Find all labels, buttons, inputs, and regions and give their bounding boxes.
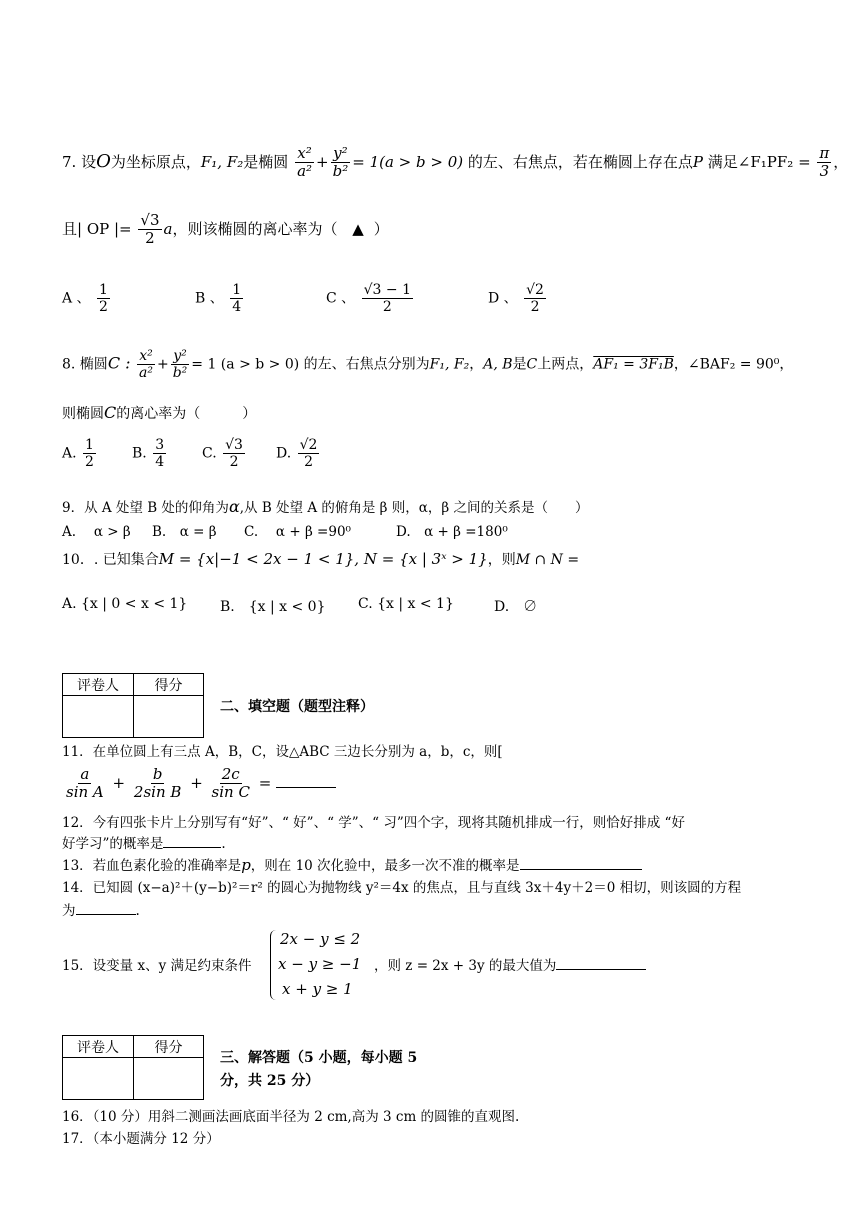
q7-a: a (163, 219, 173, 238)
q11-answer-blank[interactable] (276, 787, 336, 788)
q8-xs: x² (139, 348, 153, 364)
q7-frac-y (331, 145, 351, 181)
q15-text2 (374, 958, 646, 974)
q10-text2: ，则 (487, 552, 516, 568)
q8-l2: 则椭圆 (62, 406, 104, 422)
q7-option-b (195, 282, 245, 315)
q8-opt-b-label: B. (132, 445, 147, 462)
q12-l2: 好学习”的概率是 (62, 836, 164, 852)
q7-t1: 为坐标原点， (110, 152, 201, 171)
q8-opt-a-frac (83, 437, 96, 470)
q11-frac-b (132, 766, 184, 802)
q7-opt-c-label: C 、 (326, 290, 356, 307)
q7-as: a² (297, 162, 313, 181)
q16-line: 16．（10 分）用斜二测画法画底面半径为 2 cm,高为 3 cm 的圆锥的直观图. (62, 1109, 520, 1125)
q8-t1: 的左、右焦点分别为 (303, 356, 430, 373)
q8-bs: b² (172, 365, 188, 382)
grader-cell[interactable] (63, 696, 134, 738)
q10-option-b: B. {x | x < 0} (220, 599, 326, 615)
q7-option-d (488, 282, 548, 315)
score-header: 得分 (134, 674, 204, 696)
q7-pi: π (819, 144, 830, 162)
q12-line1: 12．今有四张卡片上分别写有“好”、“ 好”、“ 学”、“ 习”四个字，现将其随机排成一行，则恰好排成 “好 (62, 815, 685, 831)
q11-f2n: b (152, 765, 163, 783)
q13-text2: ，则在 10 次化验中，最多一次不准的概率是 (250, 858, 520, 874)
q8-c3: C (104, 403, 117, 422)
q10-option-c: C. {x | x < 1} (358, 596, 454, 612)
q7-foci: F₁, F₂ (200, 152, 244, 171)
q7-o: O (96, 150, 111, 172)
q7-opt-b-frac (230, 282, 243, 315)
q8-c2: C (526, 356, 538, 373)
q8-l2b: 的离心率为（ ） (116, 406, 257, 422)
score-header: 得分 (134, 1036, 204, 1058)
q7-prefix: 7. 设 (62, 152, 97, 171)
q7-option-c (326, 282, 415, 315)
q11-f3n: 2c (221, 765, 240, 783)
grade-table-1 (62, 673, 204, 738)
q8-opt-d-label: D. (276, 445, 292, 462)
triangle-icon: ▲ (352, 219, 364, 238)
q11-f2d: 2sin B (133, 783, 182, 802)
q10-option-a: A. {x | 0 < x < 1} (62, 596, 188, 612)
q15-answer-blank[interactable] (556, 969, 646, 970)
q7-opt-a-frac (97, 282, 110, 315)
score-cell[interactable] (134, 696, 204, 738)
q8-option-a (62, 437, 98, 470)
q15-constraint-2: x − y ≥ −1 (278, 955, 362, 973)
grader-header: 评卷人 (63, 674, 134, 696)
q7-frac-sqrt3 (138, 212, 161, 248)
q7-opt-a-label: A 、 (62, 290, 91, 307)
q9-option-d: D. α + β =180⁰ (396, 524, 508, 540)
q8-eq: = 1 (a > b > 0) (191, 356, 300, 373)
q11-eq: = (258, 773, 272, 792)
q10-mn: M ∩ N = (515, 552, 580, 568)
q8-opt-a-num: 1 (85, 437, 94, 453)
q7-frac-pi (817, 145, 831, 181)
q13-text: 13．若血色素化验的准确率是 (62, 858, 242, 874)
q11-formula (62, 766, 336, 802)
q7-frac-x (295, 145, 314, 181)
q8-option-d (276, 437, 321, 470)
q7-eq: = 1(a > b > 0) (352, 152, 464, 171)
q8-opt-b-den: 4 (155, 454, 165, 471)
q9-alpha: α (228, 497, 240, 516)
q8-opt-d-den: 2 (304, 454, 314, 471)
q11-plus1: + (112, 773, 126, 792)
q7-close: ） (373, 219, 389, 238)
q13-answer-blank[interactable] (520, 869, 642, 870)
q8-opt-a-den: 2 (85, 454, 94, 471)
q7-t3: 的左、右焦点，若在椭圆上存在点 (467, 152, 693, 171)
q9-line (62, 497, 588, 516)
q11-line: 11．在单位圆上有三点 A，B，C，设△ABC 三边长分别为 a，b，c，则[ (62, 744, 503, 760)
q15-brace (270, 930, 277, 1000)
q8-t4: 上两点， (537, 356, 594, 373)
q14-answer-blank[interactable] (76, 914, 136, 915)
q14-l2: 为 (62, 903, 76, 919)
q14-line2 (62, 903, 140, 919)
q7-bs: b² (332, 162, 349, 181)
q9-option-c: C. α + β =90⁰ (244, 524, 351, 540)
q12-answer-blank[interactable] (163, 847, 221, 848)
q8-opt-d-frac (298, 437, 320, 470)
q8-opt-b-num: 3 (155, 437, 165, 453)
score-cell[interactable] (134, 1058, 204, 1100)
q8-opt-b-frac (153, 437, 166, 470)
q11-f3d: sin C (211, 783, 250, 802)
q11-f1d: sin A (66, 783, 104, 802)
q7-sqrt3: √3 (140, 211, 160, 229)
q9-text: 9．从 A 处望 B 处的仰角为 (62, 500, 229, 516)
q7-opt-d-label: D 、 (488, 290, 518, 307)
q10-text: 10．. 已知集合 (62, 552, 159, 568)
q14-end: . (135, 903, 140, 919)
q13-line (62, 856, 642, 874)
q8-option-b (132, 437, 168, 470)
q7-opt-a-den: 2 (99, 299, 108, 316)
q8-opt-c-den: 2 (229, 454, 239, 471)
q17-line: 17．（本小题满分 12 分） (62, 1131, 220, 1147)
q9-option-a: A. α > β (62, 524, 131, 540)
q9-option-b: B. α = β (152, 524, 217, 540)
q7-opt-a-num: 1 (99, 282, 108, 298)
grade-table-2 (62, 1035, 204, 1100)
q11-frac-a (64, 766, 106, 802)
q7-three: 3 (819, 162, 830, 181)
q8-ys: y² (173, 348, 187, 364)
q7-opt-c-frac (362, 282, 413, 315)
q7-option-a (62, 282, 112, 315)
q8-as: a² (138, 365, 153, 382)
q10-sets: M = {x|−1 < 2x − 1 < 1}, N = {x | 3ˣ > 1} (158, 550, 488, 568)
q7-l2b: ，则该椭圆的离心率为（ (172, 219, 338, 238)
q7-p: P (692, 152, 704, 171)
q10-line (62, 550, 579, 569)
q7-t2: 是椭圆 (243, 152, 289, 171)
q8-prefix: 8. 椭圆 (62, 356, 108, 373)
q10-option-d: D. ∅ (494, 599, 538, 615)
q8-t2: ， (469, 356, 484, 373)
q7-opt-d-den: 2 (530, 299, 540, 316)
q8-frac-y (171, 348, 190, 381)
q15-constraint-1: 2x − y ≤ 2 (280, 930, 361, 948)
q8-opt-d-num: √2 (299, 437, 318, 453)
q7-xs: x² (297, 144, 312, 162)
q8-t3: 是 (512, 356, 527, 373)
q8-line2 (62, 403, 256, 423)
q8-line1: 8. 椭圆C : $\frac{\text{x²}}{\text{a²}}$ + $\frac{\text{y²}}{\text{b²}}$ = 1 (a > b > 0) 的左、右焦点分别为F₁, F₂，A, B是C上两点，AF₁ = 3F₁B，∠BAF₂ = 90⁰， (62, 348, 794, 382)
q11-plus2: + (190, 773, 203, 792)
q7-opt-b-label: B 、 (195, 290, 224, 307)
section-3-title-line2: 分，共 25 分） (220, 1073, 320, 1089)
q7-line1: 7. 设O为坐标原点，F₁, F₂是椭圆 $\frac{\text{x²}}{\text{a²}}$ + $\frac{\text{y²}}{\text{b²}}$ = 1(a > b > 0) 的左、右焦点，若在椭圆上存在点P 满足∠F₁PF₂ = $\frac{\pi}{3}$ ， (62, 144, 849, 181)
q15-constraint-3: x + y ≥ 1 (282, 980, 353, 998)
q7-opt-b-den: 4 (232, 299, 242, 316)
q8-opt-c-frac (223, 437, 245, 470)
q7-opt-b-num: 1 (232, 282, 242, 298)
section-3-title-line1: 三、解答题（5 小题，每小题 5 (220, 1050, 418, 1066)
q8-option-c (202, 437, 247, 470)
q15-t2: ，则 z = 2x + 3y 的最大值为 (374, 958, 557, 974)
q7-line2 (62, 212, 389, 248)
q7-two: 2 (145, 229, 155, 248)
q8-ab: A, B (483, 356, 513, 373)
q8-frac-x (137, 348, 155, 381)
q8-opt-c-label: C. (202, 445, 217, 462)
q11-frac-c (210, 766, 252, 802)
q15-text: 15．设变量 x、y 满足约束条件 (62, 958, 252, 974)
q8-c: C : (107, 353, 131, 373)
q14-line1: 14．已知圆 (x−a)²＋(y−b)²＝r² 的圆心为抛物线 y²＝4x 的焦点，且与直线 3x＋4y＋2＝0 相切，则该圆的方程 (62, 880, 742, 896)
q8-foci: F₁, F₂ (429, 356, 470, 373)
q8-opt-a-label: A. (62, 445, 77, 462)
q9-text2: ,从 B 处望 A 的俯角是 β 则，α，β 之间的关系是（ ） (239, 500, 589, 516)
grader-header: 评卷人 (63, 1036, 134, 1058)
q7-t4: 满足∠F₁PF₂ = (707, 152, 811, 171)
q8-opt-c-num: √3 (225, 437, 243, 453)
q7-opt-d-frac (524, 282, 546, 315)
q13-p: p (241, 856, 251, 874)
q7-l2a: 且| OP |= (62, 219, 132, 238)
q12-end: . (221, 836, 226, 852)
q7-opt-c-den: 2 (382, 299, 392, 316)
q8-t5: ，∠BAF₂ = 90⁰， (673, 356, 794, 373)
q8-vec: AF₁ = 3F₁B (593, 356, 674, 373)
q11-f1n: a (80, 765, 90, 783)
q12-line2 (62, 836, 226, 852)
section-2-title: 二、填空题（题型注释） (220, 699, 374, 715)
grader-cell[interactable] (63, 1058, 134, 1100)
q7-opt-c-num: √3 − 1 (363, 282, 411, 298)
q7-ys: y² (333, 144, 348, 162)
q7-comma: ， (833, 152, 849, 171)
q7-opt-d-num: √2 (526, 282, 544, 298)
